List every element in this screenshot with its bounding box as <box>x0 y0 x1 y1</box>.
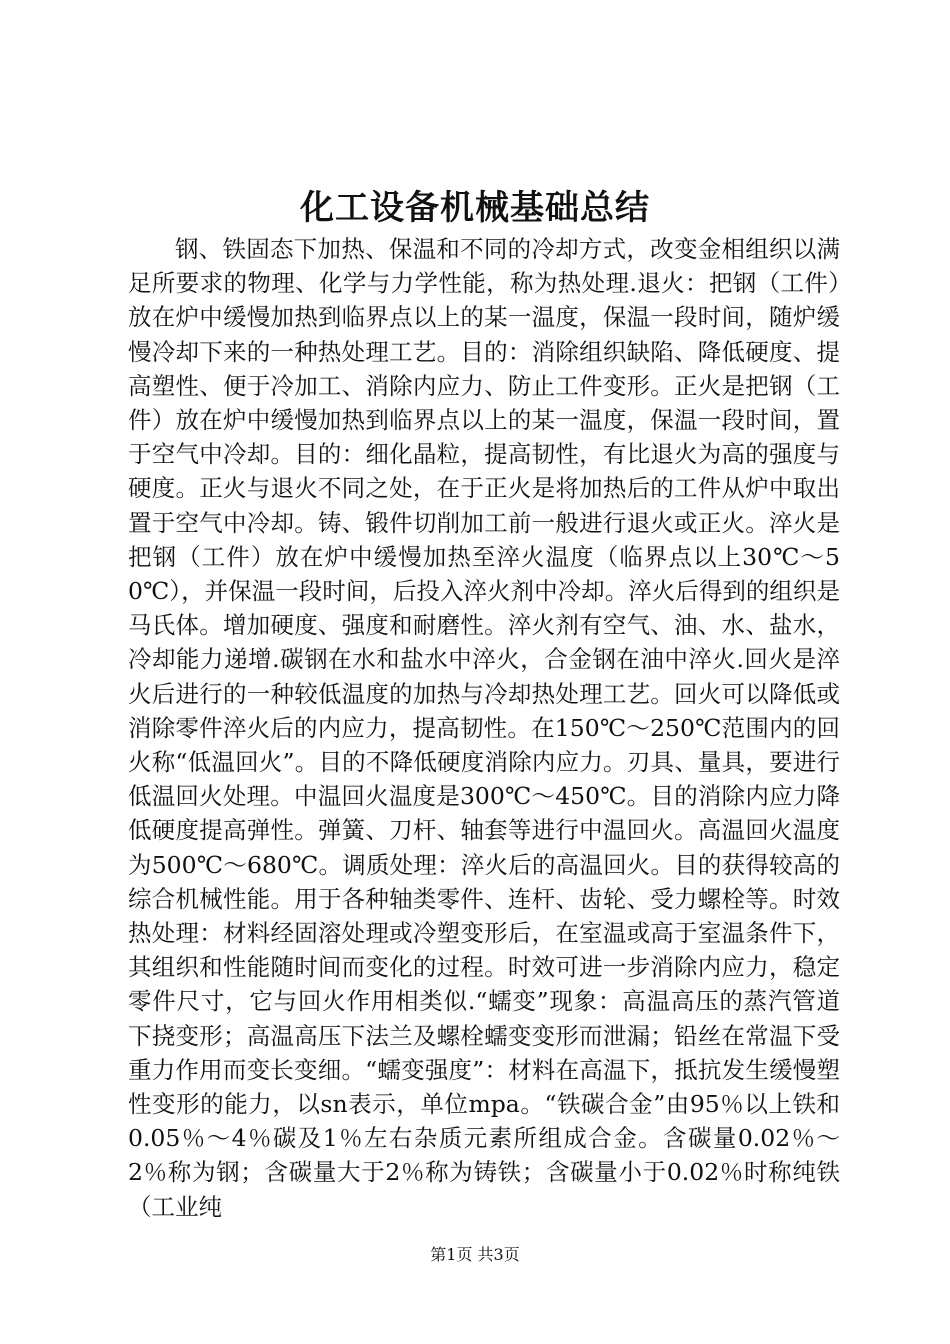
page-title: 化工设备机械基础总结 <box>300 188 650 228</box>
page-number: 第1页 共3页 <box>430 1245 520 1264</box>
body-paragraph: 钢、铁固态下加热、保温和不同的冷却方式，改变金相组织以满足所要求的物理、化学与力学性能，称为热处理.退火：把钢（工件）放在炉中缓慢加热到临界点以上的某一温度，保温一段时间，随炉缓慢冷却下来的一种热处理工艺。目的：消除组织缺陷、降低硬度、提高塑性、便于冷加工、消除内应力、防止工件变形。正火是把钢（工件）放在炉中缓慢加热到临界点以上的某一温度，保温一段时间，置于空气中冷却。目的：细化晶粒，提高韧性，有比退火为高的强度与硬度。正火与退火不同之处，在于正火是将加热后的工件从炉中取出置于空气中冷却。铸、锻件切削加工前一般进行退火或正火。淬火是把钢（工件）放在炉中缓慢加热至淬火温度（临界点以上30℃～50℃），并保温一段时间，后投入淬火剂中冷却。淬火后得到的组织是马氏体。增加硬度、强度和耐磨性。淬火剂有空气、油、水、盐水，冷却能力递增.碳钢在水和盐水中淬火，合金钢在油中淬火.回火是淬火后进行的一种较低温度的加热与冷却热处理工艺。回火可以降低或消除零件淬火后的内应力，提高韧性。在150℃～250℃范围内的回火称“低温回火”。目的不降低硬度消除内应力。刃具、量具，要进行低温回火处理。中温回火温度是300℃～450℃。目的消除内应力降低硬度提高弹性。弹簧、刀杆、轴套等进行中温回火。高温回火温度为500℃～680℃。调质处理：淬火后的高温回火。目的获得较高的综合机械性能。用于各种轴类零件、连杆、齿轮、受力螺栓等。时效热处理：材料经固溶处理或冷塑变形后，在室温或高于室温条件下，其组织和性能随时间而变化的过程。时效可进一步消除内应力，稳定零件尺寸，它与回火作用相类似.“蠕变”现象：高温高压的蒸汽管道下挠变形；高温高压下法兰及螺栓蠕变变形而泄漏；铅丝在常温下受重力作用而变长变细。“蠕变强度”：材料在高温下，抵抗发生缓慢塑性变形的能力，以sn表示，单位mpa。“铁碳合金”由95％以上铁和0.05％～4％碳及1％左右杂质元素所组成合金。含碳量0.02％～2％称为钢；含碳量大于2％称为铸铁；含碳量小于0.02％时称纯铁（工业纯 <box>128 235 840 1221</box>
